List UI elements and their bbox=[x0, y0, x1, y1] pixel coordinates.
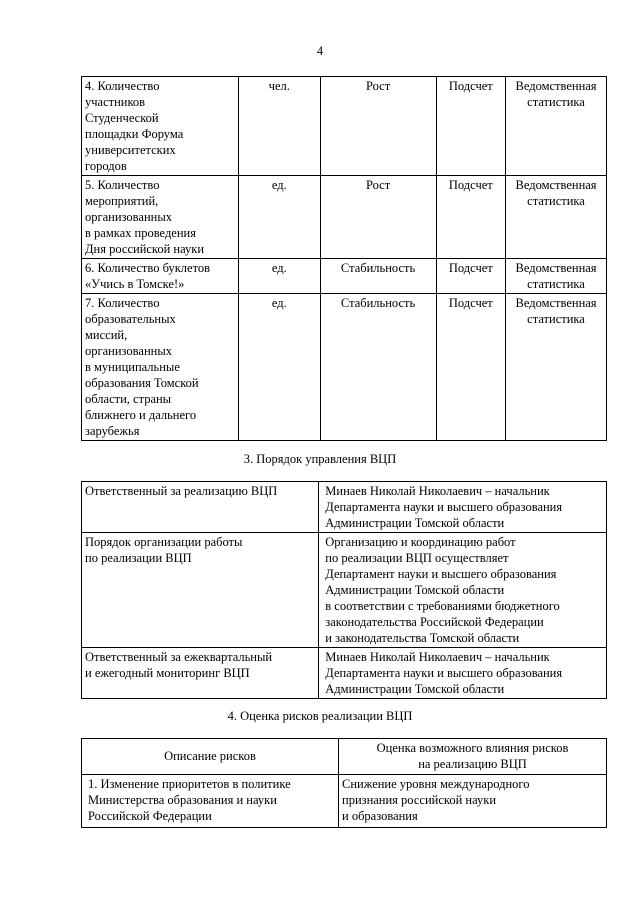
table-header-row bbox=[82, 739, 607, 775]
management-value: Организацию и координацию работ по реализации ВЦП осуществляет Департамент науки и высшего образования Администрации Томской области в соответствии с требованиями бюджетного законодательства Российской Федерации и законодательства Томской области bbox=[319, 533, 607, 648]
indicator-method: Подсчет bbox=[436, 259, 505, 294]
management-label: Ответственный за ежеквартальный и ежегодный мониторинг ВЦП bbox=[82, 648, 319, 699]
table-row bbox=[82, 77, 607, 176]
column-header-risk: Описание рисков bbox=[82, 739, 339, 775]
section-heading-management: 3. Порядок управления ВЦП bbox=[243, 452, 397, 466]
table-row bbox=[82, 648, 607, 699]
indicator-name: 4. Количество участников Студенческой площадки Форума университетских городов bbox=[82, 77, 239, 176]
management-label: Порядок организации работы по реализации ВЦП bbox=[82, 533, 319, 648]
table-row bbox=[82, 259, 607, 294]
risk-description: 1. Изменение приоритетов в политике Министерства образования и науки Российской Федерации bbox=[82, 775, 339, 828]
section-heading-risks: 4. Оценка рисков реализации ВЦП bbox=[227, 709, 413, 723]
indicator-name: 5. Количество мероприятий, организованных в рамках проведения Дня российской науки bbox=[82, 176, 239, 259]
indicator-trend: Рост bbox=[320, 176, 436, 259]
indicators-table bbox=[81, 76, 607, 441]
indicator-trend: Стабильность bbox=[320, 259, 436, 294]
table-row bbox=[82, 294, 607, 441]
risks-table bbox=[81, 738, 607, 828]
indicator-name: 6. Количество буклетов «Учись в Томске!» bbox=[82, 259, 239, 294]
table-row bbox=[82, 533, 607, 648]
indicator-trend: Стабильность bbox=[320, 294, 436, 441]
indicator-unit: ед. bbox=[239, 259, 321, 294]
indicator-source: Ведомственная статистика bbox=[506, 259, 607, 294]
indicator-method: Подсчет bbox=[436, 176, 505, 259]
table-row bbox=[82, 176, 607, 259]
management-value: Минаев Николай Николаевич – начальник Департамента науки и высшего образования Администрации Томской области bbox=[319, 648, 607, 699]
management-label: Ответственный за реализацию ВЦП bbox=[82, 482, 319, 533]
indicator-source: Ведомственная статистика bbox=[506, 176, 607, 259]
indicator-unit: ед. bbox=[239, 176, 321, 259]
table-row bbox=[82, 482, 607, 533]
risk-impact: Снижение уровня международного признания российской науки и образования bbox=[339, 775, 607, 828]
indicator-name: 7. Количество образовательных миссий, организованных в муниципальные образования Томской области, страны ближнего и дальнего зарубежья bbox=[82, 294, 239, 441]
indicator-unit: чел. bbox=[239, 77, 321, 176]
column-header-impact: Оценка возможного влияния рисков на реализацию ВЦП bbox=[339, 739, 607, 775]
indicator-unit: ед. bbox=[239, 294, 321, 441]
indicator-source: Ведомственная статистика bbox=[506, 294, 607, 441]
indicator-source: Ведомственная статистика bbox=[506, 77, 607, 176]
indicator-method: Подсчет bbox=[436, 77, 505, 176]
page-number: 4 bbox=[316, 44, 324, 58]
table-row bbox=[82, 775, 607, 828]
indicator-method: Подсчет bbox=[436, 294, 505, 441]
indicator-trend: Рост bbox=[320, 77, 436, 176]
management-value: Минаев Николай Николаевич – начальник Департамента науки и высшего образования Администрации Томской области bbox=[319, 482, 607, 533]
management-table bbox=[81, 481, 607, 699]
